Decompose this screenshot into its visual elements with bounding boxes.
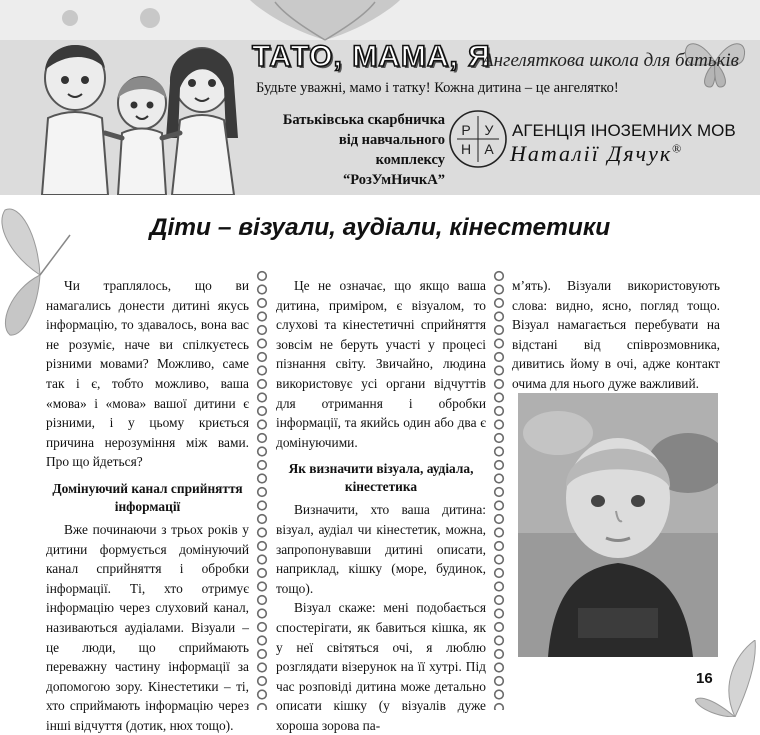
divider-ring <box>258 447 267 456</box>
paragraph: Це не означає, що якщо ваша дитина, приміром, є візуалом, то слухові та кінестетичні сприйняття зовсім не беруть участі у процесі пізнання світу. Звичайно, людина використовує усі органи відчуттів для отримання і обробки інформації, та якийсь один або два є домінуючими. <box>276 278 486 450</box>
divider-ring <box>258 299 267 308</box>
divider-ring <box>495 420 504 429</box>
series-title: ТАТО, МАМА, Я <box>252 40 491 73</box>
divider-ring <box>258 636 267 645</box>
logo-letter: Р <box>461 122 471 138</box>
child-photo <box>518 393 718 657</box>
page-header <box>0 0 760 195</box>
divider-ring <box>258 285 267 294</box>
article-title: Діти – візуали, аудіали, кінестетики <box>149 214 611 241</box>
divider-ring <box>258 528 267 537</box>
divider-ring <box>495 285 504 294</box>
divider-ring <box>495 339 504 348</box>
divider-ring <box>495 677 504 686</box>
divider-ring <box>258 339 267 348</box>
divider-ring <box>258 434 267 443</box>
runa-logo <box>447 108 509 170</box>
divider-ring <box>495 542 504 551</box>
section-heading: Домінуючий канал сприйняття інформації <box>52 480 243 514</box>
agency-name: АГЕНЦІЯ ІНОЗЕМНИХ МОВ <box>512 121 736 140</box>
registered-mark: ® <box>672 141 684 156</box>
divider-ring <box>495 501 504 510</box>
logo-letter: У <box>484 122 494 138</box>
school-subtitle: Ангеляткова школа для батьків <box>482 50 739 71</box>
divider-ring <box>258 663 267 672</box>
divider-ring <box>495 312 504 321</box>
treasury-line: комплексу <box>375 152 445 168</box>
divider-ring <box>258 609 267 618</box>
divider-ring <box>258 690 267 699</box>
divider-ring <box>495 663 504 672</box>
divider-ring <box>258 420 267 429</box>
divider-ring <box>495 582 504 591</box>
divider-ring <box>495 326 504 335</box>
divider-ring <box>495 650 504 659</box>
article-column-1 <box>46 276 249 735</box>
divider-ring <box>258 596 267 605</box>
paragraph: Візуал скаже: мені подобається спостерігати, як бавиться кішка, як у неї світяться очі, я люблю розглядати візерунок на її хутрі. Під час розповіді дитина може детально описати кішку (у візуалів дуже хороша зорова па- <box>276 600 486 733</box>
paragraph: Вже починаючи з трьох років у дитини формується домінуючий канал сприйняття і обробки інформації. Ті, хто отримує інформацію через слуховий канал, називаються аудіалами. Візуали – це люди, що сприймають переважну частину інформації за допомогою зору. Кінестетики – ті, хто сприймають інформацію через інші відчуття (дотик, нюх тощо). <box>46 521 249 733</box>
article-column-3 <box>512 276 720 394</box>
page-number: 16 <box>696 670 713 687</box>
treasury-line: від навчального <box>338 132 445 148</box>
paragraph: Чи траплялось, що ви намагались донести дитині якусь інформацію, то здавалось, вона вас не розуміє, наче ви спілкуєтесь різними мовами? Можливо, саме так і є, тобто можливо, ваша «мова» і «мова» вашої дитини є різними, і у цьому криється причина нерозуміння між вами. Про що йдеться? <box>46 278 249 470</box>
agency-owner-name: Наталії Дячук <box>510 141 673 166</box>
family-illustration <box>30 8 240 195</box>
divider-ring <box>258 407 267 416</box>
divider-ring <box>495 366 504 375</box>
divider-ring <box>258 488 267 497</box>
divider-ring <box>495 474 504 483</box>
article-column-2 <box>276 276 486 735</box>
divider-ring <box>258 461 267 470</box>
divider-ring <box>495 596 504 605</box>
divider-ring <box>495 434 504 443</box>
divider-ring <box>495 488 504 497</box>
divider-ring <box>258 312 267 321</box>
paragraph: м’ять). Візуали використовують слова: видно, ясно, погляд тощо. Візуал намагається перебувати на відстані від співрозмовника, дивитись йому в очі, адже контакт очима для нього дуже важливий. <box>512 278 720 391</box>
divider-ring <box>495 447 504 456</box>
treasury-line: “РозУмНичкА” <box>342 172 445 188</box>
divider-ring <box>495 515 504 524</box>
divider-ring <box>495 569 504 578</box>
divider-ring <box>258 501 267 510</box>
divider-ring <box>495 272 504 281</box>
column-divider <box>256 270 268 710</box>
divider-ring <box>258 677 267 686</box>
divider-ring <box>258 380 267 389</box>
divider-ring <box>258 272 267 281</box>
divider-ring <box>495 407 504 416</box>
divider-ring <box>495 609 504 618</box>
divider-ring <box>258 366 267 375</box>
divider-ring <box>258 326 267 335</box>
divider-ring <box>258 650 267 659</box>
agency-owner <box>510 141 683 167</box>
divider-ring <box>495 704 504 710</box>
divider-ring <box>495 299 504 308</box>
divider-ring <box>495 461 504 470</box>
divider-ring <box>258 542 267 551</box>
divider-ring <box>258 569 267 578</box>
divider-ring <box>258 393 267 402</box>
divider-ring <box>495 353 504 362</box>
divider-ring <box>258 515 267 524</box>
divider-ring <box>495 555 504 564</box>
divider-ring <box>258 582 267 591</box>
divider-ring <box>258 555 267 564</box>
motto: Будьте уважні, мамо і татку! Кожна дитина – це ангелятко! <box>256 80 619 96</box>
divider-ring <box>258 353 267 362</box>
divider-ring <box>258 474 267 483</box>
divider-ring <box>495 380 504 389</box>
logo-letter: Н <box>460 141 472 157</box>
divider-ring <box>495 393 504 402</box>
divider-ring <box>258 623 267 632</box>
treasury-line: Батьківська скарбничка <box>282 112 445 128</box>
divider-ring <box>495 690 504 699</box>
divider-ring <box>495 636 504 645</box>
logo-letter: А <box>484 141 494 157</box>
paragraph: Визначити, хто ваша дитина: візуал, аудіал чи кінестетик, можна, запропонувавши дитині описати, наприклад, кішку (море, будинок, тощо). <box>276 502 486 596</box>
section-heading: Як визначити візуала, аудіала, кінестетика <box>288 461 474 495</box>
divider-ring <box>258 704 267 710</box>
butterfly-icon <box>250 0 400 44</box>
treasury-block <box>240 110 445 190</box>
divider-ring <box>495 528 504 537</box>
column-divider <box>493 270 505 710</box>
divider-ring <box>495 623 504 632</box>
